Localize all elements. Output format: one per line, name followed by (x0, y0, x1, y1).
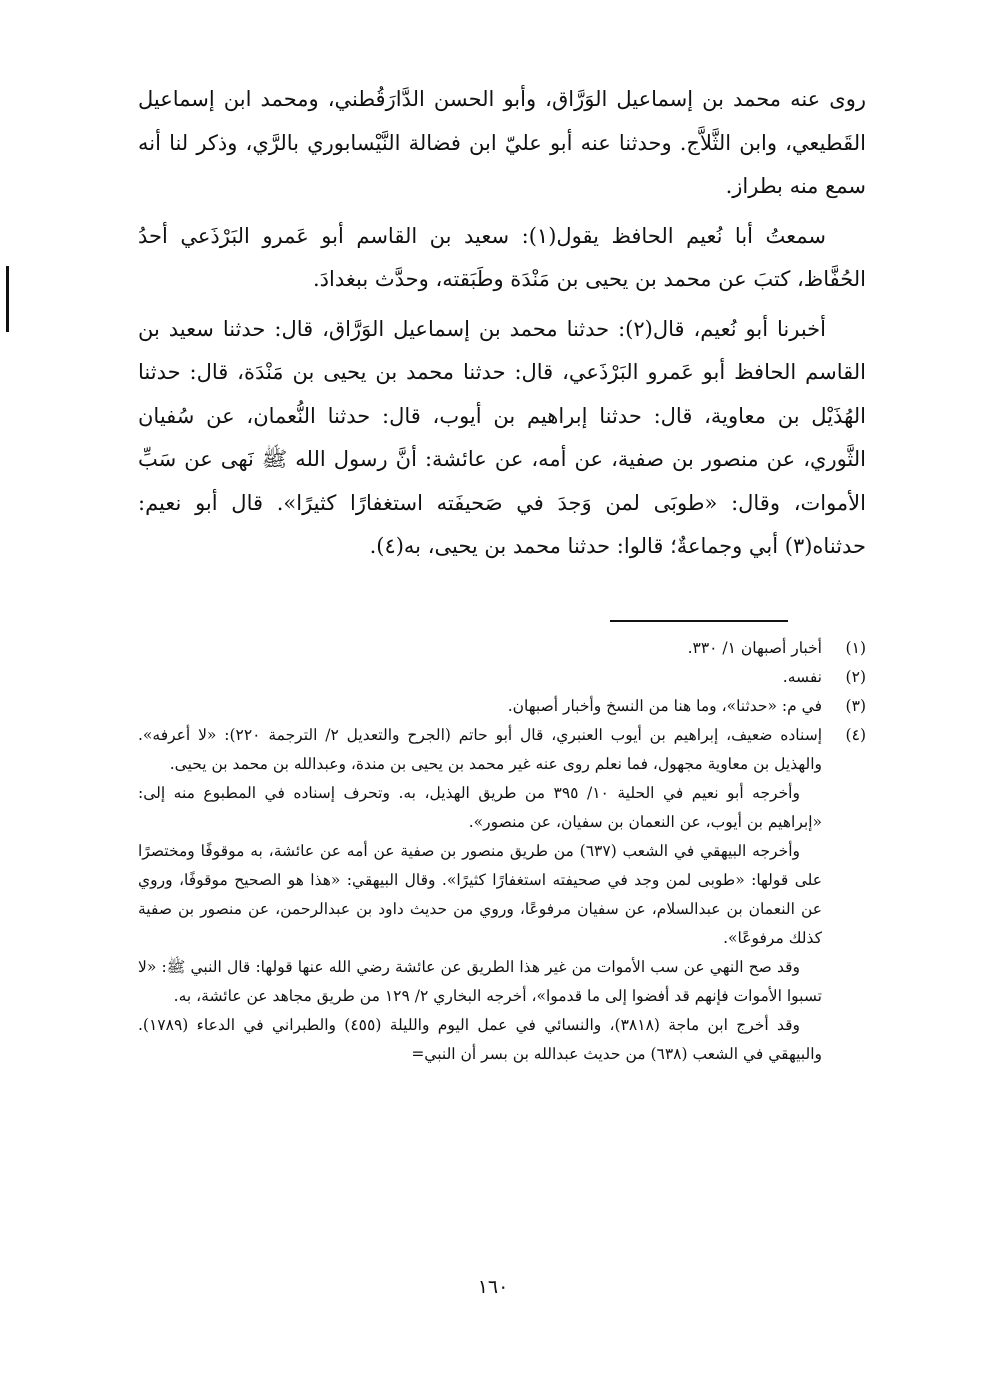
footnote-number: (١) (845, 639, 866, 657)
footnote-text: وقد صح النهي عن سب الأموات من غير هذا الطريق عن عائشة رضي الله عنها قولها: قال النبي ﷺ: «لا تسبوا الأموات فإنهم قد أفضوا إلى ما قدموا»، أخرجه البخاري ٢/ ١٢٩ من طريق مجاهد عن عائشة، به. (138, 958, 822, 1005)
footnote-4 (138, 721, 866, 1069)
paragraph-3: أخبرنا أبو نُعيم، قال(٢): حدثنا محمد بن إسماعيل الوَرَّاق، قال: حدثنا سعيد بن القاسم الحافظ أبو عَمرو البَرْذَعي، قال: حدثنا محمد بن يحيى بن مَنْدَة، قال: حدثنا الهُذَيْل بن معاوية، قال: حدثنا إبراهيم بن أيوب، قال: حدثنا النُّعمان، عن سُفيان الثَّوري، عن منصور بن صفية، عن أمه، عن عائشة: أنَّ رسول الله ﷺ نَهى عن سَبِّ الأموات، وقال: «طوبَى لمن وَجدَ في صَحيفَته استغفارًا كثيرًا». قال أبو نعيم: حدثناه(٣) أبي وجماعةٌ؛ قالوا: حدثنا محمد بن يحيى، به(٤). (138, 316, 866, 558)
footnote-text: في م: «حدثنا»، وما هنا من النسخ وأخبار أصبهان. (507, 697, 822, 715)
paragraph-1: روى عنه محمد بن إسماعيل الوَرَّاق، وأبو الحسن الدَّارَقُطني، ومحمد ابن إسماعيل القَطيعي، وابن الثَّلاَّج. وحدثنا عنه أبو عليّ ابن فضالة النَّيْسابوري بالرَّي، وذكر لنا أنه سمع منه بطراز. (138, 87, 866, 198)
footnotes (138, 634, 866, 1069)
footnote-number: (٣) (845, 697, 866, 715)
page-number: ١٦٠ (477, 1276, 509, 1298)
footnote-text: نفسه. (782, 668, 822, 686)
footnote-1 (138, 634, 866, 663)
footnote-text: وقد أخرج ابن ماجة (٣٨١٨)، والنسائي في عمل اليوم والليلة (٤٥٥) والطبراني في الدعاء (١٧٨٩). والبيهقي في الشعب (٦٣٨) من حديث عبدالله بن بسر أن النبي= (138, 1016, 822, 1063)
footnote-text: أخبار أصبهان ١/ ٣٣٠. (687, 639, 822, 657)
main-text (138, 78, 866, 575)
footnote-text: إسناده ضعيف، إبراهيم بن أيوب العنبري، قال أبو حاتم (الجرح والتعديل ٢/ الترجمة ٢٢٠): «لا أعرفه». والهذيل بن معاوية مجهول، فما نعلم روى عنه غير محمد بن يحيى بن مندة، وعبدالله بن محمد بن يحيى. (138, 726, 823, 773)
margin-mark (6, 266, 9, 332)
paragraph-2: سمعتُ أبا نُعيم الحافظ يقول(١): سعيد بن القاسم أبو عَمرو البَرْذَعي أحدُ الحُفَّاظ، كتبَ عن محمد بن يحيى بن مَنْدَة وطَبَقته، وحدَّث ببغدادَ. (138, 223, 866, 291)
footnote-2 (138, 663, 866, 692)
footnote-3 (138, 692, 866, 721)
footnote-text: وأخرجه البيهقي في الشعب (٦٣٧) من طريق منصور بن صفية عن أمه عن عائشة، به موقوفًا ومختصرًا على قولها: «طوبى لمن وجد في صحيفته استغفارًا كثيرًا». وقال البيهقي: «هذا هو الصحيح موقوفًا، وروي عن النعمان بن عبدالسلام، عن سفيان مرفوعًا، وروي من حديث داود بن عبدالرحمن، عن منصور بن صفية كذلك مرفوعًا». (138, 842, 822, 947)
footnote-separator (610, 620, 788, 622)
footnote-number: (٢) (845, 668, 866, 686)
footnote-number: (٤) (845, 726, 866, 744)
footnote-text: وأخرجه أبو نعيم في الحلية ١٠/ ٣٩٥ من طريق الهذيل، به. وتحرف إسناده في المطبوع منه إلى: «إبراهيم بن أيوب، عن النعمان بن سفيان، عن منصور». (138, 784, 822, 831)
